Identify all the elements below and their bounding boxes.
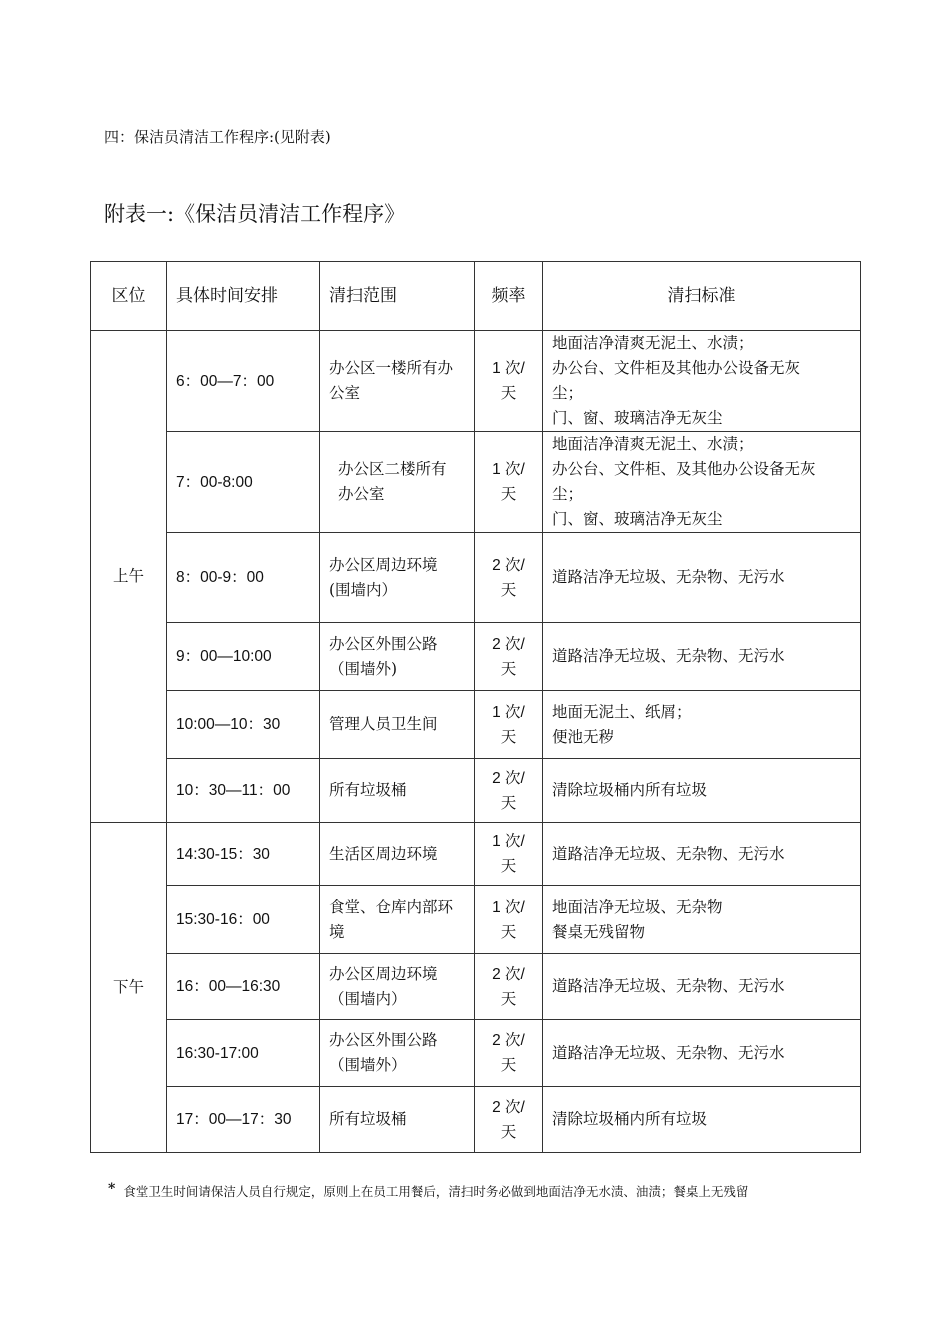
- cell-line: 办公区一楼所有办: [329, 359, 454, 377]
- table-row: [91, 823, 861, 886]
- scope-cell: [320, 1020, 475, 1087]
- cell-line: 办公区周边环境: [329, 555, 438, 574]
- cell-line: 餐桌无残留物: [552, 922, 646, 941]
- cell-line: 尘；: [552, 384, 584, 402]
- cell-line: 办公区外围公路: [329, 1031, 438, 1049]
- cell-line: 办公室: [338, 485, 385, 503]
- cell-line: 天: [500, 990, 517, 1008]
- cell-line: 办公区外围公路: [329, 634, 438, 653]
- cell-line: 2 次/: [492, 635, 525, 653]
- cell-line: 天: [500, 1123, 517, 1141]
- scope-cell: [320, 331, 475, 432]
- cell-line: 道路洁净无垃圾、无杂物、无污水: [552, 647, 785, 665]
- cell-line: 天: [500, 923, 517, 941]
- cell-line: 1 次/: [492, 360, 525, 377]
- scope-cell: [320, 691, 475, 759]
- scope-cell: [320, 823, 475, 886]
- cell-line: 天: [500, 1057, 517, 1074]
- table-row: [91, 759, 861, 823]
- time-cell: 10:00—10：30: [167, 691, 320, 759]
- cell-line: 公室: [329, 384, 361, 402]
- zone-afternoon: 下午: [91, 823, 167, 1153]
- header-frequency: 频率: [475, 262, 543, 331]
- cell-line: 办公区周边环境: [329, 964, 438, 983]
- time-cell: 14:30-15：30: [167, 823, 320, 886]
- cell-line: 所有垃圾桶: [329, 1110, 407, 1128]
- scope-cell: [320, 759, 475, 823]
- cell-line: 2 次/: [492, 1098, 525, 1116]
- footnote: [108, 1182, 748, 1200]
- scope-cell: [320, 1087, 475, 1153]
- cell-line: （围墙外): [329, 659, 398, 678]
- cell-line: 道路洁净无垃圾、无杂物、无污水: [552, 977, 785, 995]
- standard-cell: [543, 954, 861, 1020]
- cell-line: 天: [500, 728, 517, 746]
- cell-line: 地面洁净清爽无泥土、水渍；: [552, 435, 754, 453]
- cell-line: （围墙外）: [329, 1056, 407, 1074]
- cell-line: 天: [500, 660, 517, 678]
- time-cell: 10：30—11：00: [167, 759, 320, 823]
- standard-cell: [543, 331, 861, 432]
- header-time: 具体时间安排: [167, 262, 320, 331]
- section-heading: 四：保洁员清洁工作程序:(见附表): [104, 128, 331, 146]
- standard-cell: [543, 1087, 861, 1153]
- time-cell: 16:30-17:00: [167, 1020, 320, 1087]
- standard-cell: [543, 886, 861, 954]
- cell-line: 食堂、仓库内部环: [329, 897, 454, 916]
- table-header-row: [91, 262, 861, 331]
- footnote-marker: *: [108, 1181, 116, 1197]
- cell-line: 地面洁净无垃圾、无杂物: [552, 897, 723, 916]
- cell-line: 天: [500, 486, 517, 503]
- cell-line: 生活区周边环境: [329, 844, 438, 863]
- time-cell: 7：00-8:00: [167, 432, 320, 533]
- table-row: [91, 886, 861, 954]
- time-cell: 6：00—7：00: [167, 331, 320, 432]
- frequency-cell: [475, 533, 543, 623]
- cell-line: 2 次/: [492, 769, 525, 787]
- cell-line: 1 次/: [492, 461, 525, 478]
- cell-line: 所有垃圾桶: [329, 781, 407, 799]
- cell-line: 天: [500, 581, 517, 599]
- cell-line: 地面洁净清爽无泥土、水渍；: [552, 334, 754, 352]
- standard-cell: [543, 691, 861, 759]
- standard-cell: [543, 1020, 861, 1087]
- header-scope: 清扫范围: [320, 262, 475, 331]
- cell-line: 清除垃圾桶内所有垃圾: [552, 1110, 708, 1128]
- frequency-cell: [475, 886, 543, 954]
- cell-line: 道路洁净无垃圾、无杂物、无污水: [552, 568, 785, 586]
- time-cell: 16：00—16:30: [167, 954, 320, 1020]
- cell-line: 道路洁净无垃圾、无杂物、无污水: [552, 844, 785, 863]
- cell-line: 2 次/: [492, 965, 525, 983]
- frequency-cell: [475, 823, 543, 886]
- cell-line: 天: [500, 794, 517, 812]
- header-zone: 区位: [91, 262, 167, 331]
- standard-cell: [543, 759, 861, 823]
- table-title: 附表一:《保洁员清洁工作程序》: [104, 202, 406, 226]
- cell-line: 尘；: [552, 485, 584, 503]
- cell-line: 办公区二楼所有: [338, 460, 447, 478]
- frequency-cell: [475, 759, 543, 823]
- frequency-cell: [475, 432, 543, 533]
- frequency-cell: [475, 623, 543, 691]
- table-row: [91, 331, 861, 432]
- cleaning-schedule-table: [90, 261, 861, 1153]
- frequency-cell: [475, 331, 543, 432]
- time-cell: 8：00-9：00: [167, 533, 320, 623]
- cell-line: 门、窗、玻璃洁净无灰尘: [552, 510, 723, 528]
- header-standard: 清扫标准: [543, 262, 861, 331]
- scope-cell: [320, 954, 475, 1020]
- cell-line: 天: [500, 385, 517, 402]
- standard-cell: [543, 823, 861, 886]
- standard-cell: [543, 533, 861, 623]
- cell-line: 管理人员卫生间: [329, 715, 438, 733]
- cell-line: 便池无秽: [552, 727, 615, 746]
- table-row: [91, 1020, 861, 1087]
- table-row: [91, 1087, 861, 1153]
- frequency-cell: [475, 1020, 543, 1087]
- standard-cell: [543, 623, 861, 691]
- time-cell: 17：00—17：30: [167, 1087, 320, 1153]
- frequency-cell: [475, 954, 543, 1020]
- table-row: [91, 954, 861, 1020]
- cell-line: 2 次/: [492, 1032, 525, 1049]
- cell-line: 清除垃圾桶内所有垃圾: [552, 781, 708, 799]
- cell-line: 办公台、文件柜及其他办公设备无灰: [552, 359, 801, 377]
- cell-line: （围墙内）: [329, 989, 407, 1008]
- frequency-cell: [475, 691, 543, 759]
- table-row: [91, 432, 861, 533]
- table-row: [91, 691, 861, 759]
- cell-line: 门、窗、玻璃洁净无灰尘: [552, 409, 723, 427]
- time-cell: 9：00—10:00: [167, 623, 320, 691]
- cell-line: 1 次/: [492, 898, 525, 916]
- footnote-text: 食堂卫生时间请保洁人员自行规定，原则上在员工用餐后，清扫时务必做到地面洁净无水渍、油渍；餐桌上无残留: [123, 1184, 749, 1199]
- scope-cell: [320, 623, 475, 691]
- cell-line: 办公台、文件柜、及其他办公设备无灰: [552, 460, 816, 478]
- scope-cell: [320, 533, 475, 623]
- zone-morning: 上午: [91, 331, 167, 823]
- cell-line: 天: [500, 858, 517, 875]
- cell-line: 1 次/: [492, 703, 525, 721]
- frequency-cell: [475, 1087, 543, 1153]
- table-row: [91, 623, 861, 691]
- cell-line: 境: [329, 922, 345, 941]
- cell-line: 地面无泥土、纸屑；: [552, 702, 692, 721]
- scope-cell: [320, 432, 475, 533]
- cell-line: 2 次/: [492, 556, 525, 574]
- cell-line: 道路洁净无垃圾、无杂物、无污水: [552, 1043, 785, 1062]
- time-cell: 15:30-16：00: [167, 886, 320, 954]
- cell-line: 1 次/: [492, 833, 525, 850]
- cell-line: (围墙内）: [329, 580, 398, 599]
- table-row: [91, 533, 861, 623]
- standard-cell: [543, 432, 861, 533]
- scope-cell: [320, 886, 475, 954]
